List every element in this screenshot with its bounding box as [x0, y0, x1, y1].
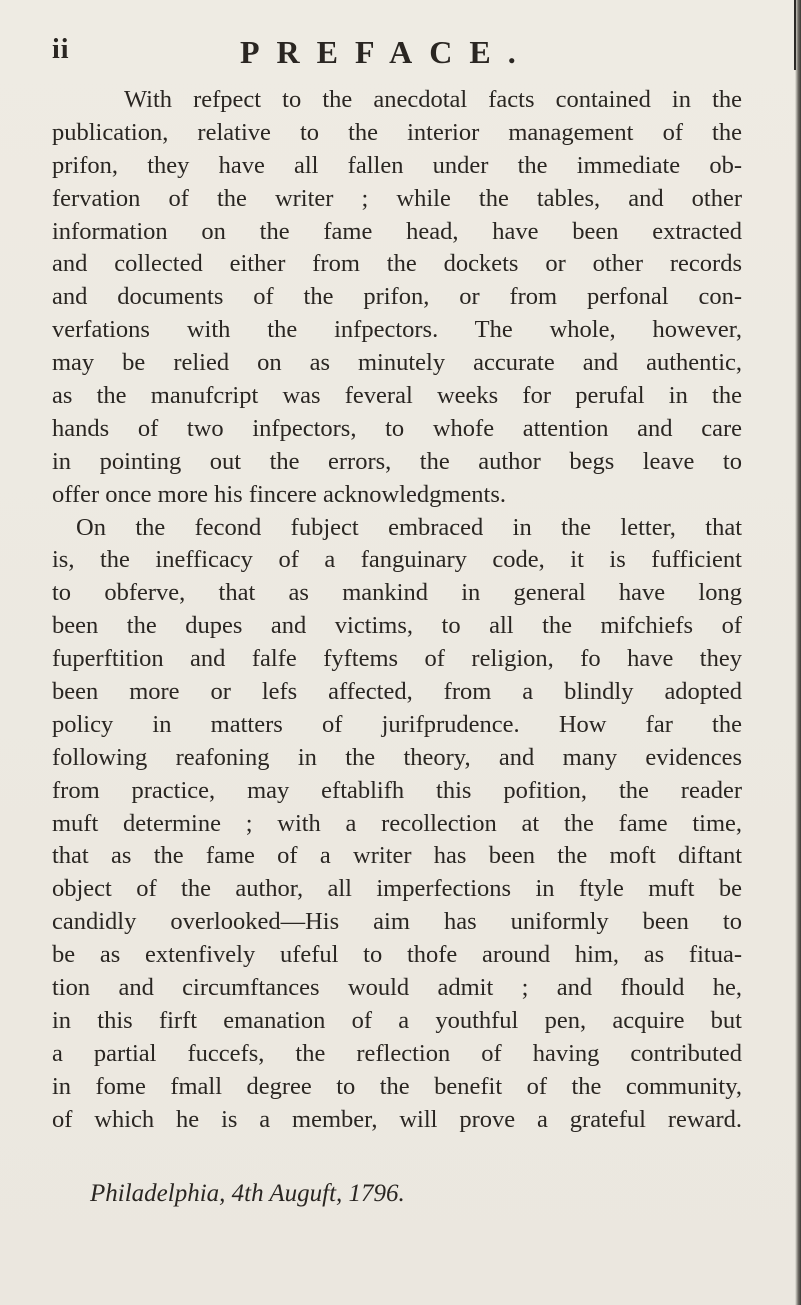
- text-line: and documents of the prifon, or from perfonal con-: [52, 283, 742, 311]
- text-line: in pointing out the errors, the author begs leave to: [52, 447, 742, 475]
- page-number: ii: [52, 34, 70, 65]
- text-line: information on the fame head, have been extracted: [52, 217, 742, 245]
- text-line: On the fecond fubject embraced in the letter, that: [76, 513, 742, 541]
- text-line: from practice, may eftablifh this pofition, the reader: [52, 776, 742, 804]
- place-date-signature: Philadelphia, 4th Auguft, 1796.: [90, 1180, 405, 1207]
- text-line: been more or lefs affected, from a blindly adopted: [52, 678, 742, 706]
- running-head-title: PREFACE.: [240, 34, 533, 70]
- text-line: been the dupes and victims, to all the mifchiefs of: [52, 612, 742, 640]
- text-line: prifon, they have all fallen under the immediate ob-: [52, 151, 742, 179]
- text-line: With refpect to the anecdotal facts contained in the: [124, 86, 742, 113]
- text-line: offer once more his fincere acknowledgments.: [52, 480, 506, 508]
- text-line: that as the fame of a writer has been the moft diftant: [52, 842, 742, 870]
- text-line: and collected either from the dockets or other records: [52, 250, 742, 278]
- text-line: of which he is a member, will prove a grateful reward.: [52, 1105, 742, 1133]
- text-line: as the manufcript was feveral weeks for perufal in the: [52, 382, 742, 410]
- preface-body: [52, 84, 742, 1137]
- text-line: in fome fmall degree to the benefit of the community,: [52, 1072, 742, 1100]
- text-line: fuperftition and falfe fyftems of religion, fo have they: [52, 645, 742, 673]
- text-line: policy in matters of jurifprudence. How far the: [52, 710, 742, 738]
- text-line: publication, relative to the interior management of the: [52, 118, 742, 146]
- text-line: is, the inefficacy of a fanguinary code, it is fufficient: [52, 546, 742, 574]
- text-line: may be relied on as minutely accurate and authentic,: [52, 349, 742, 377]
- text-line: be as extenfively ufeful to thofe around him, as fitua-: [52, 941, 742, 969]
- text-line: object of the author, all imperfections in ftyle muft be: [52, 875, 742, 903]
- text-line: following reafoning in the theory, and many evidences: [52, 743, 742, 771]
- text-line: to obferve, that as mankind in general have long: [52, 579, 742, 607]
- text-line: a partial fuccefs, the reflection of having contributed: [52, 1039, 742, 1067]
- text-line: tion and circumftances would admit ; and fhould he,: [52, 974, 742, 1002]
- page-edge-shadow: [795, 0, 801, 1305]
- text-line: muft determine ; with a recollection at the fame time,: [52, 809, 742, 837]
- page-header: [52, 28, 752, 68]
- text-line: candidly overlooked—His aim has uniformly been to: [52, 908, 742, 936]
- text-line: fervation of the writer ; while the tables, and other: [52, 184, 742, 212]
- text-line: hands of two infpectors, to whofe attention and care: [52, 414, 742, 442]
- text-line: verfations with the infpectors. The whole, however,: [52, 316, 742, 344]
- page-edge-mark: [794, 0, 796, 70]
- text-line: in this firft emanation of a youthful pen, acquire but: [52, 1006, 742, 1034]
